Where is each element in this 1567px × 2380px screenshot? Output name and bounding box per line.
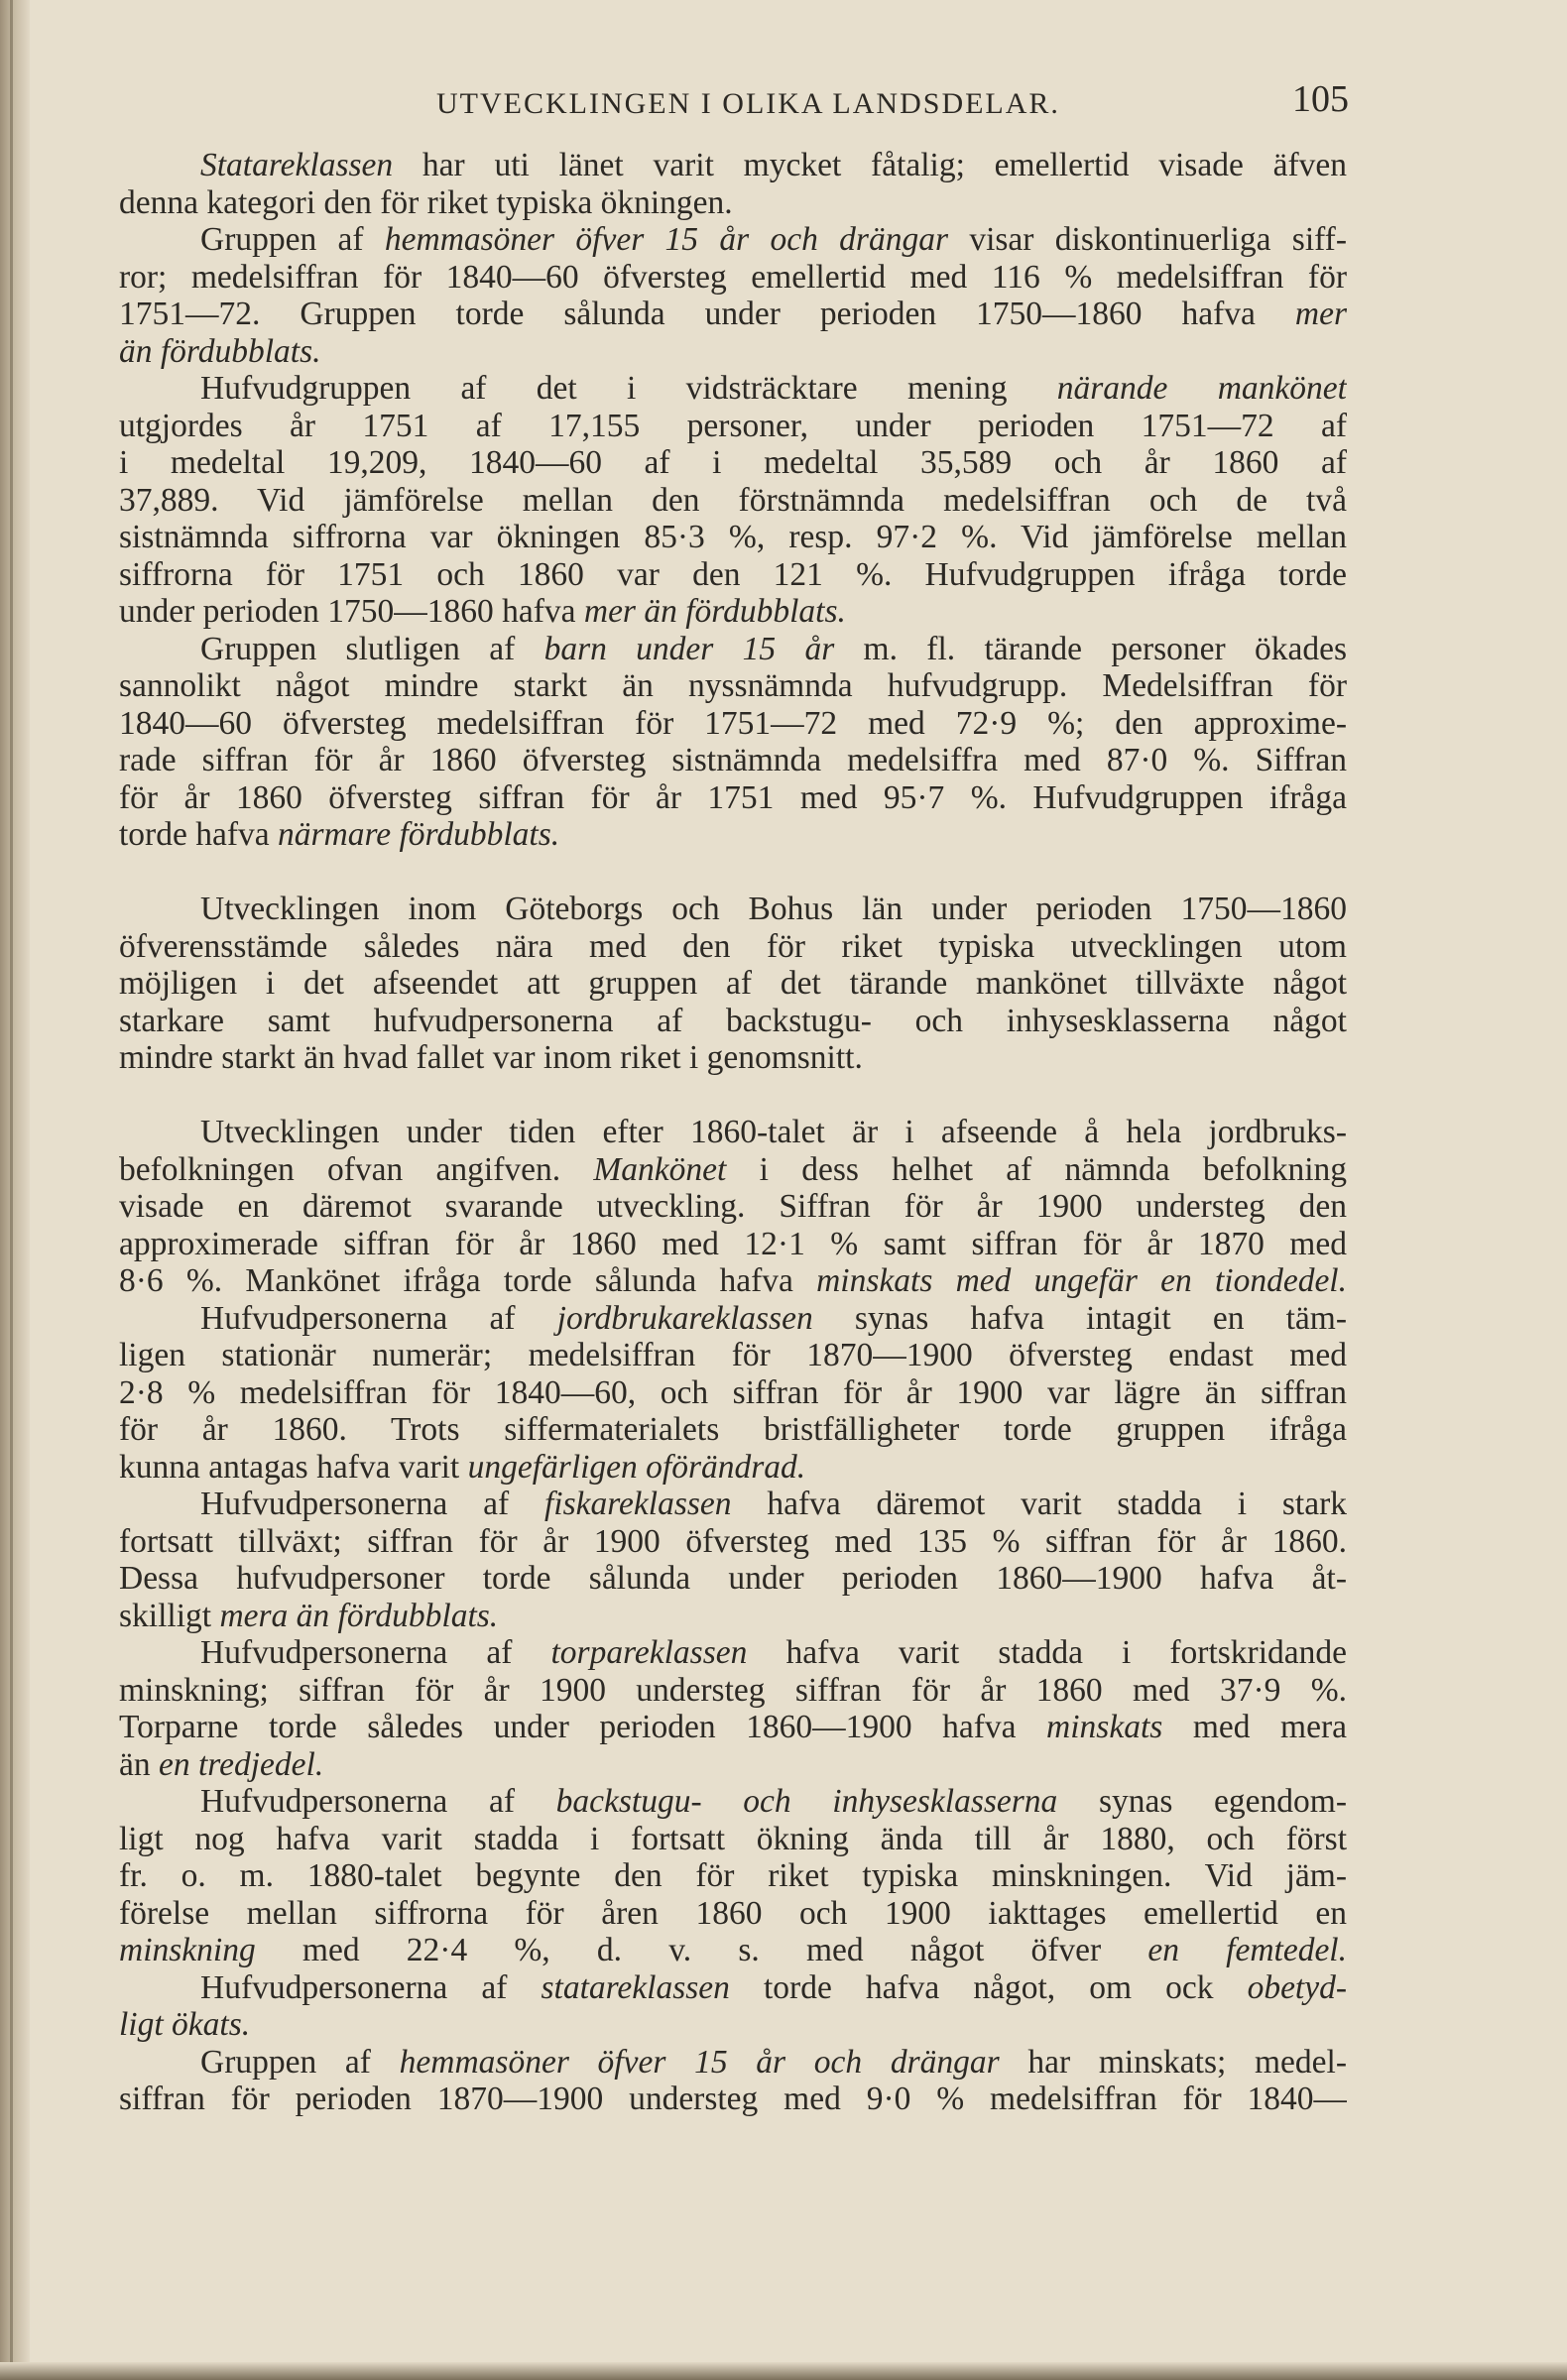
italic-phrase: hemmasöner öfver 15 år och drängar	[399, 2043, 1000, 2081]
text-line	[119, 408, 1347, 445]
text-run: Hufvudgruppen af det i vidsträcktare mening	[200, 370, 1057, 407]
text-run: för år 1860. Trots siffermaterialets bristfälligheter torde gruppen ifråga	[119, 1411, 1347, 1448]
text-run: hafva däremot varit stadda i stark	[731, 1486, 1347, 1522]
text-line	[119, 965, 1347, 1003]
text-run: ligt nog hafva varit stadda i fortsatt ökning ända till år 1880, och först	[119, 1820, 1347, 1857]
running-title: UTVECKLINGEN I OLIKA LANDSDELAR.	[436, 87, 1060, 120]
text-line	[119, 1114, 1347, 1151]
text-run: för år 1860 öfversteg siffran för år 1751 med 95·7 %. Hufvudgruppen ifråga	[119, 778, 1347, 816]
text-line	[119, 1969, 1347, 2007]
italic-phrase: ligt ökats.	[119, 2006, 251, 2043]
italic-phrase: statareklassen	[541, 1968, 730, 2006]
italic-phrase: mer än fördubblats.	[583, 593, 846, 630]
italic-phrase: mer	[1294, 296, 1347, 332]
text-run: ligen stationär numerär; medelsiffran för 1870—1900 öfversteg endast med	[119, 1337, 1347, 1373]
text-line	[119, 444, 1347, 482]
text-run: förelse mellan siffrorna för åren 1860 och 1900 iakttages emellertid en	[119, 1894, 1347, 1932]
italic-phrase: en tredjedel.	[159, 1745, 324, 1783]
text-line	[119, 1039, 1347, 1077]
text-run: 37,889. Vid jämförelse mellan den förstnämnda medelsiffran och de två	[119, 481, 1347, 519]
text-run: denna kategori den för riket typiska ökningen.	[119, 183, 733, 221]
text-line	[119, 742, 1347, 779]
text-run: skilligt	[119, 1597, 220, 1634]
text-run: sistnämnda siffrorna var ökningen 85·3 %, resp. 97·2 %. Vid jämförelse mellan	[119, 519, 1347, 555]
text-line	[119, 1634, 1347, 1672]
text-run: befolkningen ofvan angifven.	[119, 1150, 594, 1188]
text-run: Torparne torde således under perioden 1860—1900 hafva	[119, 1709, 1047, 1745]
text-line	[119, 816, 1347, 854]
text-line	[119, 333, 1347, 371]
text-line	[119, 593, 1347, 631]
paragraph-gap	[119, 854, 1347, 892]
text-line	[119, 1337, 1347, 1374]
text-run: visar diskontinuerliga siff-	[948, 221, 1347, 258]
text-run: Hufvudpersonerna af	[200, 1783, 556, 1820]
text-line	[119, 1857, 1347, 1895]
text-run: Dessa hufvudpersoner torde sålunda under perioden 1860—1900 hafva åt-	[119, 1560, 1347, 1597]
text-run: under perioden 1750—1860 hafva	[119, 593, 584, 630]
text-run: fortsatt tillväxt; siffran för år 1900 öfversteg med 135 % siffran för år 1860.	[119, 1522, 1347, 1560]
text-run: Gruppen af	[200, 2043, 400, 2081]
text-line	[119, 2006, 1347, 2044]
italic-phrase: en femtedel.	[1147, 1932, 1347, 1968]
body-text	[119, 147, 1347, 2118]
italic-phrase: backstugu- och inhysesklasserna	[555, 1783, 1058, 1820]
italic-phrase: mera än fördubblats.	[219, 1597, 499, 1634]
scan-page-edge	[0, 0, 30, 2380]
italic-phrase: torpareklassen	[550, 1634, 748, 1671]
italic-phrase: Mankönet	[593, 1150, 727, 1188]
text-line	[119, 2044, 1347, 2082]
italic-phrase: barn under 15 år	[543, 630, 835, 667]
text-run: minskning; siffran för år 1900 understeg siffran för år 1860 med 37·9 %.	[119, 1671, 1347, 1709]
italic-phrase: minskats med ungefär en tiondedel.	[816, 1262, 1347, 1299]
text-line	[119, 1932, 1347, 1969]
text-run: approximerade siffran för år 1860 med 12·1 % samt siffran för år 1870 med	[119, 1225, 1347, 1262]
text-line	[119, 1374, 1347, 1412]
text-run: rade siffran för år 1860 öfversteg sistnämnda medelsiffra med 87·0 %. Siffran	[119, 742, 1347, 778]
text-run: i dess helhet af nämnda befolkning	[726, 1150, 1347, 1188]
text-run: öfverensstämde således nära med den för riket typiska utvecklingen utom	[119, 927, 1347, 965]
text-line	[119, 1783, 1347, 1821]
text-run: Hufvudpersonerna af	[200, 1634, 551, 1671]
running-head	[119, 77, 1349, 127]
text-line	[119, 1449, 1347, 1487]
text-line	[119, 259, 1347, 297]
text-run: Gruppen af	[200, 221, 385, 258]
text-run: starkare samt hufvudpersonerna af backstugu- och inhysesklasserna något	[119, 1002, 1347, 1039]
text-line	[119, 184, 1347, 222]
text-run: synas egendom-	[1057, 1783, 1347, 1820]
text-run: med mera	[1162, 1709, 1347, 1745]
text-run: sannolikt något mindre starkt än nyssnämnda hufvudgrupp. Medelsiffran för	[119, 667, 1347, 704]
text-line	[119, 147, 1347, 184]
text-line	[119, 556, 1347, 594]
text-line	[119, 1262, 1347, 1300]
text-line	[119, 519, 1347, 556]
text-line	[119, 1598, 1347, 1635]
italic-phrase: än fördubblats.	[119, 332, 321, 370]
text-line	[119, 1226, 1347, 1263]
text-run: har minskats; medel-	[999, 2043, 1347, 2081]
text-line	[119, 1151, 1347, 1189]
text-line	[119, 1895, 1347, 1933]
italic-phrase: obetyd-	[1247, 1968, 1347, 2006]
text-run: hafva varit stadda i fortskridande	[747, 1634, 1347, 1671]
italic-phrase: jordbrukareklassen	[556, 1299, 813, 1337]
text-run: 8·6 %. Mankönet ifråga torde sålunda hafva	[119, 1262, 817, 1299]
italic-phrase: närmare fördubblats.	[277, 816, 560, 853]
text-line	[119, 928, 1347, 966]
text-run: siffrorna för 1751 och 1860 var den 121 %. Hufvudgruppen ifråga torde	[119, 555, 1347, 593]
paragraph-gap	[119, 1077, 1347, 1115]
text-line	[119, 667, 1347, 705]
text-line	[119, 296, 1347, 333]
text-run: Hufvudpersonerna af	[200, 1486, 544, 1522]
text-run: m. fl. tärande personer ökades	[834, 630, 1347, 667]
scan-binding-line	[10, 0, 13, 2380]
text-line	[119, 1003, 1347, 1040]
text-run: Hufvudpersonerna af	[200, 1299, 557, 1337]
text-run: siffran för perioden 1870—1900 understeg med 9·0 % medelsiffran för 1840—	[119, 2081, 1347, 2117]
text-line	[119, 221, 1347, 259]
text-line	[119, 1746, 1347, 1784]
italic-phrase: närande mankönet	[1056, 370, 1347, 407]
text-line	[119, 1411, 1347, 1449]
scan-bottom-edge	[0, 2362, 1567, 2380]
text-run: Utvecklingen inom Göteborgs och Bohus län under perioden 1750—1860	[200, 891, 1347, 927]
text-line	[119, 891, 1347, 928]
text-line	[119, 1188, 1347, 1226]
text-run: 1751—72. Gruppen torde sålunda under perioden 1750—1860 hafva	[119, 296, 1295, 332]
text-line	[119, 705, 1347, 743]
text-run: möjligen i det afseendet att gruppen af det tärande mankönet tillväxte något	[119, 965, 1347, 1002]
text-run: mindre starkt än hvad fallet var inom riket i genomsnitt.	[119, 1039, 863, 1076]
text-run: med 22·4 %, d. v. s. med något öfver	[255, 1932, 1148, 1968]
text-run: utgjordes år 1751 af 17,155 personer, under perioden 1751—72 af	[119, 407, 1347, 444]
italic-phrase: Statareklassen	[200, 147, 394, 183]
italic-phrase: fiskareklassen	[543, 1486, 732, 1522]
text-run: synas hafva intagit en täm-	[812, 1299, 1347, 1337]
text-line	[119, 1560, 1347, 1598]
text-line	[119, 631, 1347, 668]
text-run: Utvecklingen under tiden efter 1860-talet är i afseende å hela jordbruks-	[200, 1114, 1347, 1150]
text-line	[119, 1821, 1347, 1858]
italic-phrase: hemmasöner öfver 15 år och drängar	[384, 221, 948, 258]
text-line	[119, 2081, 1347, 2118]
text-line	[119, 1523, 1347, 1561]
italic-phrase: minskats	[1046, 1709, 1163, 1745]
text-run: kunna antagas hafva varit	[119, 1448, 468, 1486]
text-line	[119, 1709, 1347, 1746]
text-line	[119, 370, 1347, 408]
text-run: fr. o. m. 1880-talet begynte den för riket typiska minskningen. Vid jäm-	[119, 1857, 1347, 1894]
text-run: Hufvudpersonerna af	[200, 1968, 542, 2006]
text-run: 1840—60 öfversteg medelsiffran för 1751—72 med 72·9 %; den approxime-	[119, 704, 1347, 742]
text-run: ror; medelsiffran för 1840—60 öfversteg emellertid med 116 % medelsiffran för	[119, 258, 1347, 296]
text-run: torde hafva	[119, 816, 278, 853]
text-run: torde hafva något, om ock	[729, 1968, 1248, 2006]
text-run: i medeltal 19,209, 1840—60 af i medeltal 35,589 och år 1860 af	[119, 444, 1347, 481]
text-line	[119, 779, 1347, 817]
text-run: Gruppen slutligen af	[200, 630, 544, 667]
text-line	[119, 482, 1347, 520]
page-number: 105	[1292, 78, 1349, 120]
text-run: visade en däremot svarande utveckling. Siffran för år 1900 understeg den	[119, 1188, 1347, 1225]
italic-phrase: minskning	[119, 1932, 256, 1968]
text-line	[119, 1300, 1347, 1338]
text-run: har uti länet varit mycket fåtalig; emellertid visade äfven	[393, 147, 1347, 183]
italic-phrase: ungefärligen oförändrad.	[467, 1448, 806, 1486]
text-line	[119, 1672, 1347, 1710]
text-run: 2·8 % medelsiffran för 1840—60, och siffran för år 1900 var lägre än siffran	[119, 1373, 1347, 1411]
text-line	[119, 1486, 1347, 1523]
text-run: än	[119, 1745, 159, 1783]
